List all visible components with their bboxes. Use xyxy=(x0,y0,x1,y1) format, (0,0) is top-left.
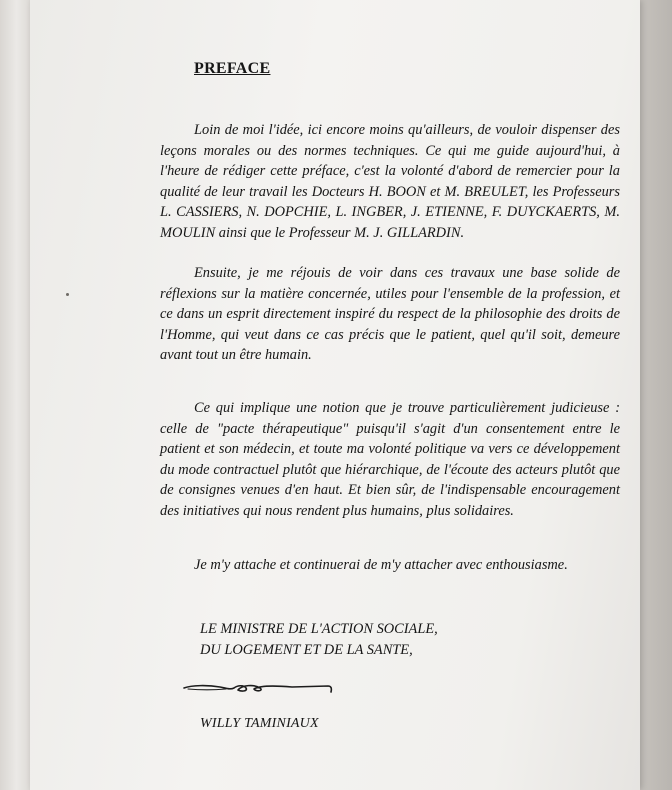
paragraph-1: Loin de moi l'idée, ici encore moins qu'ailleurs, de vouloir dispenser des leçons morales ou des normes techniques. Ce qui me guide aujourd'hui, à l'heure de rédiger cette préface, c'est la volonté d'abord de remercier pour la qualité de leur travail les Docteurs H. BOON et M. BREULET, les Professeurs L. CASSIERS, N. DOPCHIE, L. INGBER, J. ETIENNE, F. DUYCKAERTS, M. MOULIN ainsi que le Professeur M. J. GILLARDIN. xyxy=(160,122,620,241)
book-spine-edge xyxy=(0,0,31,790)
paragraph-3: Ce qui implique une notion que je trouve particulièrement judicieuse : celle de "pacte thérapeutique" puisqu'il s'agit d'un consentement entre le patient et son médecin, et toute ma volonté politique va vers ce développement du mode contractuel plutôt que hiérarchique, de l'écoute des acteurs plutôt que de consignes venues d'en haut. Et bien sûr, de l'indispensable encouragement des initiatives qui nous rendent plus humains, plus solidaires. xyxy=(160,400,620,519)
page-speck xyxy=(66,293,69,296)
book-page xyxy=(30,0,640,790)
page-title: PREFACE xyxy=(194,60,271,77)
signer-name: WILLY TAMINIAUX xyxy=(200,716,319,731)
signatory-title-line-1: LE MINISTRE DE L'ACTION SOCIALE, xyxy=(200,621,438,637)
signatory-block xyxy=(200,619,438,661)
paragraph-2: Ensuite, je me réjouis de voir dans ces travaux une base solide de réflexions sur la matière concernée, utiles pour l'ensemble de la profession, et ce dans un esprit directement inspiré du respect de la philosophie des droits de l'Homme, qui veut dans ce cas précis que le patient, quel qu'il soit, demeure avant tout un être humain. xyxy=(160,265,620,363)
signatory-title-line-2: DU LOGEMENT ET DE LA SANTE, xyxy=(200,642,413,658)
handwritten-signature xyxy=(180,676,340,705)
paragraph-4: Je m'y attache et continuerai de m'y attacher avec enthousiasme. xyxy=(194,557,568,573)
